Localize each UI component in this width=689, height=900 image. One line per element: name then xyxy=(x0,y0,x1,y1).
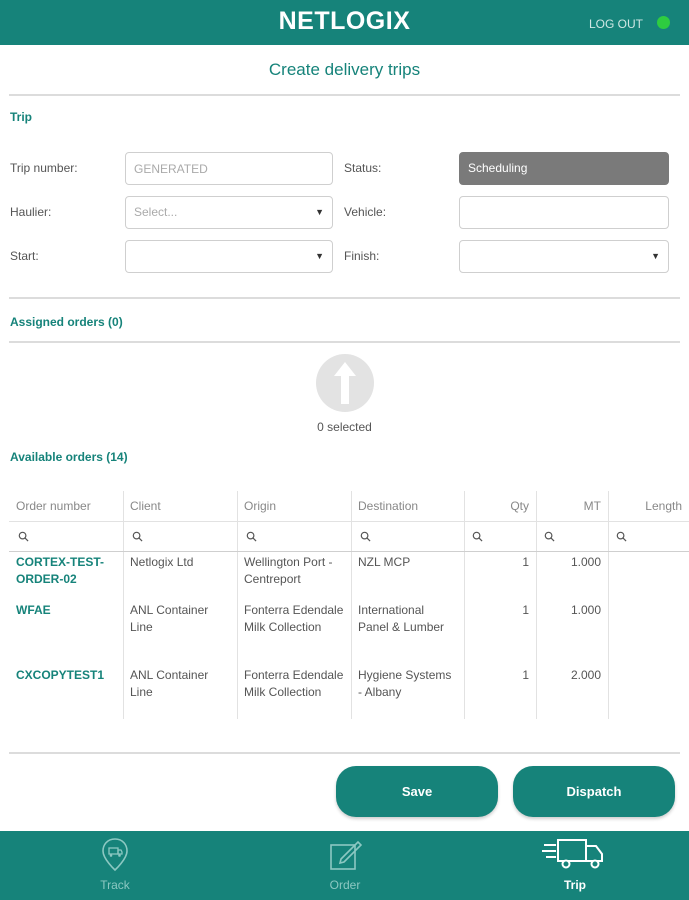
mt-cell: 1.000 xyxy=(570,603,601,617)
nav-item-trip[interactable] xyxy=(515,831,635,900)
search-icon[interactable] xyxy=(246,531,257,542)
trip-number-input[interactable] xyxy=(134,153,324,184)
nav-label-trip: Trip xyxy=(563,878,586,892)
nav-label-track: Track xyxy=(100,878,130,892)
vehicle-field[interactable] xyxy=(459,196,669,229)
search-icon[interactable] xyxy=(472,531,483,542)
chevron-down-icon: ▼ xyxy=(315,207,324,217)
nav-label-order: Order xyxy=(329,878,361,892)
qty-cell: 1 xyxy=(522,668,529,682)
column-header-client[interactable]: Client xyxy=(130,499,161,513)
chevron-down-icon: ▼ xyxy=(315,251,324,261)
filter-row xyxy=(9,521,689,552)
order-number-link[interactable]: CXCOPYTEST1 xyxy=(16,668,105,682)
trip-section-title: Trip xyxy=(10,110,33,124)
map-pin-truck-icon xyxy=(100,837,130,873)
column-header-mt[interactable]: MT xyxy=(583,499,601,513)
divider xyxy=(9,297,680,299)
assigned-orders-title: Assigned orders (0) xyxy=(10,315,123,329)
client-cell: ANL Container Line xyxy=(130,603,209,634)
destination-cell: Hygiene Systems - Albany xyxy=(358,668,452,699)
mt-cell: 2.000 xyxy=(570,668,601,682)
edit-icon xyxy=(327,837,363,873)
top-bar xyxy=(0,0,689,45)
search-icon[interactable] xyxy=(18,531,29,542)
haulier-placeholder: Select... xyxy=(134,205,178,219)
available-orders-title: Available orders (14) xyxy=(10,450,128,464)
start-label: Start: xyxy=(10,249,39,263)
divider xyxy=(9,752,680,754)
dispatch-button[interactable]: Dispatch xyxy=(513,766,675,817)
destination-cell: NZL MCP xyxy=(358,555,411,569)
client-cell: ANL Container Line xyxy=(130,668,209,699)
divider xyxy=(9,341,680,343)
search-icon[interactable] xyxy=(132,531,143,542)
haulier-select[interactable] xyxy=(125,196,333,229)
order-number-link[interactable]: CORTEX-TEST-ORDER-02 xyxy=(16,555,105,586)
search-icon[interactable] xyxy=(616,531,627,542)
chevron-down-icon: ▼ xyxy=(651,251,660,261)
column-header-origin[interactable]: Origin xyxy=(244,499,277,513)
column-header-destination[interactable]: Destination xyxy=(358,499,419,513)
trip-number-field[interactable] xyxy=(125,152,333,185)
mt-cell: 1.000 xyxy=(570,555,601,569)
qty-cell: 1 xyxy=(522,555,529,569)
page-title: Create delivery trips xyxy=(268,60,421,79)
column-header-order-number[interactable]: Order number xyxy=(16,499,91,513)
selected-count: 0 selected xyxy=(317,420,372,434)
status-field xyxy=(459,152,669,185)
status-value: Scheduling xyxy=(468,161,528,175)
order-number-link[interactable]: WFAE xyxy=(16,603,51,617)
column-header-length[interactable]: Length xyxy=(645,499,682,513)
vehicle-label: Vehicle: xyxy=(344,205,387,219)
divider xyxy=(9,94,680,96)
origin-cell: Wellington Port - Centreport xyxy=(244,555,333,586)
search-icon[interactable] xyxy=(544,531,555,542)
connection-status-indicator xyxy=(657,16,670,29)
logout-button[interactable]: LOG OUT xyxy=(588,17,643,31)
column-header-qty[interactable]: Qty xyxy=(510,499,529,513)
finish-select[interactable] xyxy=(459,240,669,273)
nav-item-order[interactable] xyxy=(285,831,405,900)
start-select[interactable] xyxy=(125,240,333,273)
available-orders-table xyxy=(9,491,689,719)
trip-number-label: Trip number: xyxy=(10,161,78,175)
destination-cell: International Panel & Lumber xyxy=(358,603,445,634)
save-button[interactable]: Save xyxy=(336,766,498,817)
truck-icon xyxy=(542,837,608,871)
qty-cell: 1 xyxy=(522,603,529,617)
bottom-nav xyxy=(0,831,689,900)
haulier-label: Haulier: xyxy=(10,205,52,219)
arrow-up-icon xyxy=(316,354,374,412)
origin-cell: Fonterra Edendale Milk Collection xyxy=(244,603,344,634)
origin-cell: Fonterra Edendale Milk Collection xyxy=(244,668,344,699)
client-cell: Netlogix Ltd xyxy=(130,555,194,569)
brand-logo: NETLOGIX xyxy=(278,7,411,35)
status-label: Status: xyxy=(344,161,382,175)
search-icon[interactable] xyxy=(360,531,371,542)
nav-item-track[interactable] xyxy=(55,831,175,900)
finish-label: Finish: xyxy=(344,249,380,263)
assign-orders-button[interactable] xyxy=(316,354,374,412)
vehicle-input[interactable] xyxy=(468,197,660,228)
